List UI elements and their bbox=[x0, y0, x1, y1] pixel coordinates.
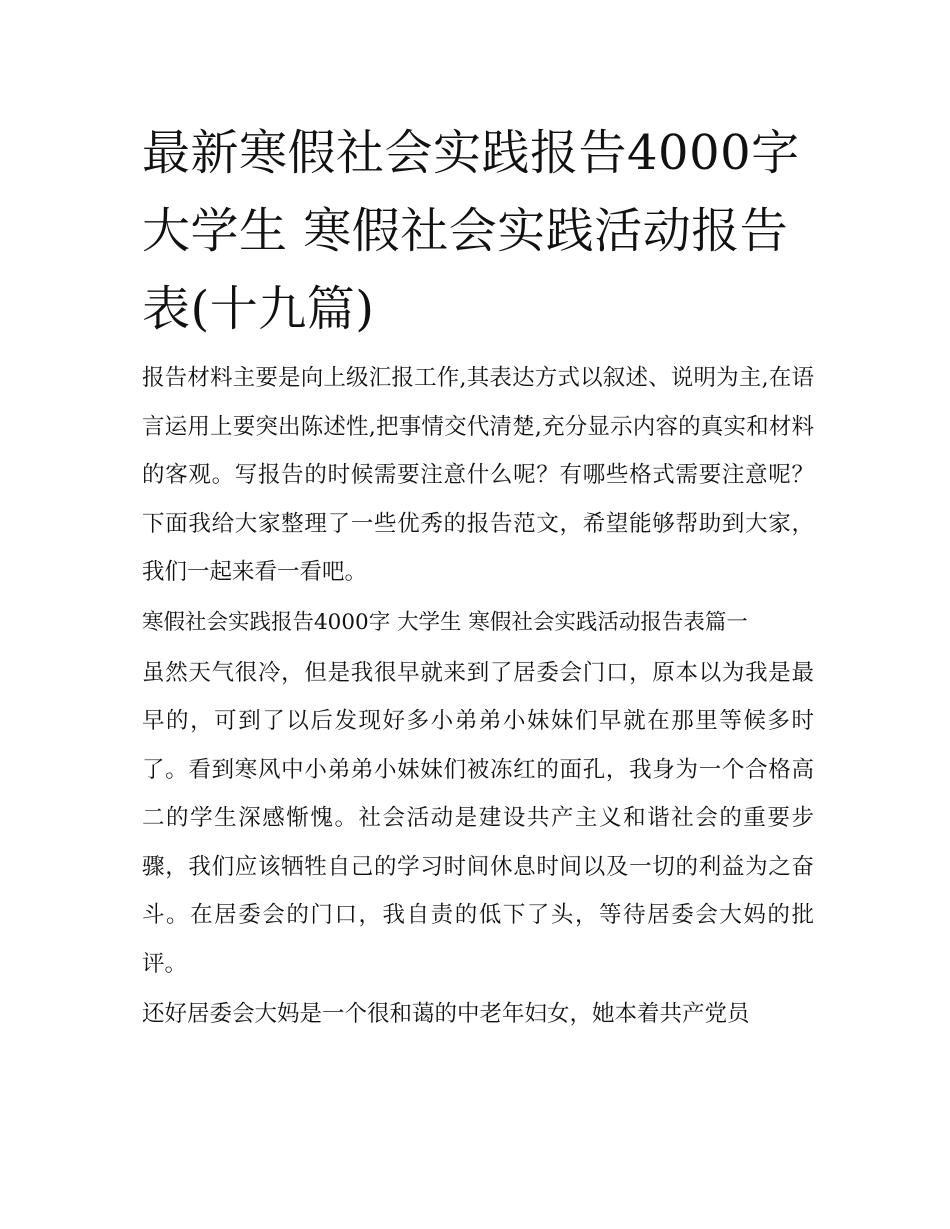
intro-paragraph: 报告材料主要是向上级汇报工作,其表达方式以叙述、说明为主,在语言运用上要突出陈述性,把事情交代清楚,充分显示内容的真实和材料的客观。写报告的时候需要注意什么呢？有哪些格式需要注意呢？下面我给大家整理了一些优秀的报告范文，希望能够帮助到大家，我们一起来看一看吧。 bbox=[142, 365, 814, 585]
body-paragraph: 还好居委会大妈是一个很和蔼的中老年妇女，她本着共产党员 bbox=[142, 1001, 750, 1027]
document-page bbox=[142, 114, 814, 1039]
body-paragraph: 虽然天气很冷，但是我很早就来到了居委会门口，原本以为我是最早的，可到了以后发现好多小弟弟小妹妹们早就在那里等候多时了。看到寒风中小弟弟小妹妹们被冻红的面孔，我身为一个合格高二的学生深感惭愧。社会活动是建设共产主义和谐社会的重要步骤，我们应该牺牲自己的学习时间休息时间以及一切的利益为之奋斗。在居委会的门口，我自责的低下了头，等待居委会大妈的批评。 bbox=[142, 659, 814, 977]
section-heading: 寒假社会实践报告4000字 大学生 寒假社会实践活动报告表篇一 bbox=[142, 609, 748, 635]
document-title: 最新寒假社会实践报告4000字 大学生 寒假社会实践活动报告表(十九篇) bbox=[142, 125, 800, 337]
